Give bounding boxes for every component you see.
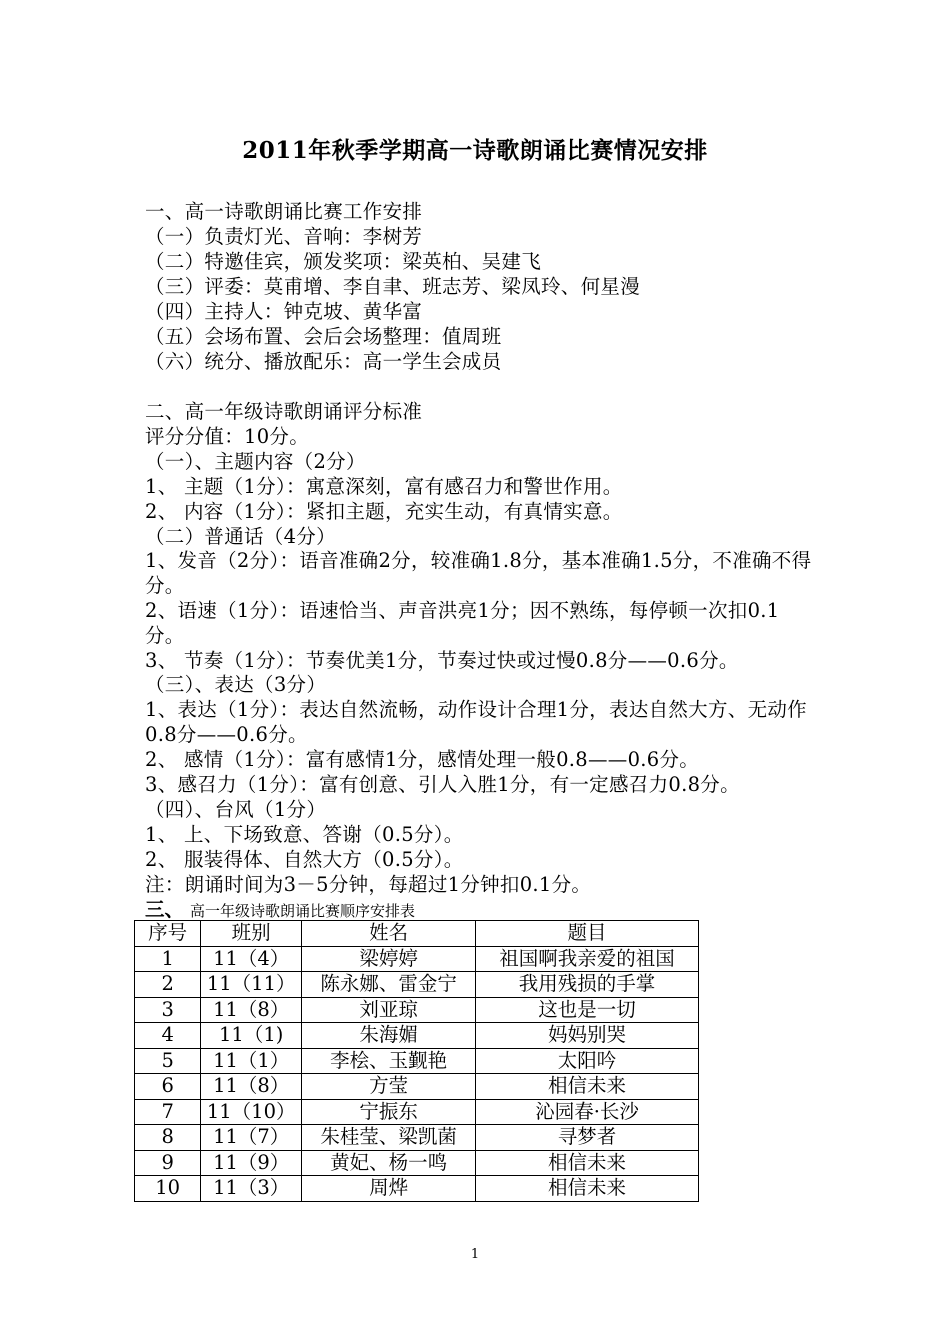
table-row [135, 1125, 699, 1151]
section2-heading: 二、高一年级诗歌朗诵评分标准 [145, 400, 423, 423]
cell-poem-title: 相信未来 [476, 1150, 699, 1176]
cell-name: 朱海媚 [302, 1023, 476, 1049]
criterion-group: （三）、表达（3分） [145, 673, 327, 696]
cell-number: 8 [135, 1125, 201, 1151]
cell-class: 11（8） [201, 1074, 302, 1100]
cell-poem-title: 妈妈别哭 [476, 1023, 699, 1049]
table-row [135, 972, 699, 998]
section1-item: （一）负责灯光、音响：李树芳 [145, 225, 423, 248]
section1-item: （五）会场布置、会后会场整理：值周班 [145, 325, 502, 348]
cell-name: 周烨 [302, 1176, 476, 1202]
cell-poem-title: 相信未来 [476, 1074, 699, 1100]
cell-poem-title: 相信未来 [476, 1176, 699, 1202]
cell-class: 11（11） [201, 972, 302, 998]
table-header-row [135, 921, 699, 947]
cell-class: 11（3） [201, 1176, 302, 1202]
section1-item: （六）统分、播放配乐：高一学生会成员 [145, 350, 502, 373]
criterion-group: （二）普通话（4分） [145, 525, 336, 548]
criterion-item: 1、表达（1分）：表达自然流畅，动作设计合理1分，表达自然大方、无动作0.8分——0.6分。 [145, 698, 807, 746]
cell-poem-title: 沁园春·长沙 [476, 1099, 699, 1125]
cell-class: 11（7） [201, 1125, 302, 1151]
table-row [135, 1099, 699, 1125]
cell-name: 李桧、玉觐艳 [302, 1048, 476, 1074]
cell-name: 朱桂莹、梁凯菌 [302, 1125, 476, 1151]
document-title: 2011年秋季学期高一诗歌朗诵比赛情况安排 [242, 137, 708, 164]
cell-number: 10 [135, 1176, 201, 1202]
cell-poem-title: 我用残损的手掌 [476, 972, 699, 998]
timing-note: 注：朗诵时间为3－5分钟，每超过1分钟扣0.1分。 [145, 873, 592, 896]
section1-heading: 一、高一诗歌朗诵比赛工作安排 [145, 200, 423, 223]
table-row [135, 1176, 699, 1202]
section1-item: （三）评委：莫甫增、李自聿、班志芳、梁凤玲、何星漫 [145, 275, 641, 298]
cell-name: 梁婷婷 [302, 946, 476, 972]
header-poem-title: 题目 [476, 921, 699, 947]
cell-name: 宁振东 [302, 1099, 476, 1125]
order-table [134, 920, 699, 1202]
section3-number: 三、 [145, 898, 185, 921]
cell-poem-title: 太阳吟 [476, 1048, 699, 1074]
criterion-item: 2、语速（1分）：语速恰当、声音洪亮1分；因不熟练，每停顿一次扣0.1分。 [145, 599, 780, 647]
criterion-item: 1、 上、下场致意、答谢（0.5分）。 [145, 823, 464, 846]
criterion-item: 3、感召力（1分）：富有创意、引人入胜1分，有一定感召力0.8分。 [145, 773, 740, 796]
criterion-item: 1、发音（2分）：语音准确2分，较准确1.8分，基本准确1.5分，不准确不得分。 [145, 549, 812, 597]
header-class: 班别 [201, 921, 302, 947]
cell-class: 11（4） [201, 946, 302, 972]
criterion-item: 2、 感情（1分）：富有感情1分，感情处理一般0.8——0.6分。 [145, 748, 700, 771]
cell-class: 11（10） [201, 1099, 302, 1125]
cell-name: 方莹 [302, 1074, 476, 1100]
cell-number: 4 [135, 1023, 201, 1049]
cell-number: 7 [135, 1099, 201, 1125]
cell-poem-title: 寻梦者 [476, 1125, 699, 1151]
cell-class: 11（1) [201, 1023, 302, 1049]
cell-class: 11（9） [201, 1150, 302, 1176]
table-row [135, 997, 699, 1023]
criterion-item: 2、 服装得体、自然大方（0.5分）。 [145, 848, 464, 871]
table-row [135, 946, 699, 972]
cell-name: 黄妃、杨一鸣 [302, 1150, 476, 1176]
score-total: 评分分值：10分。 [145, 425, 310, 448]
criterion-group: （四）、台风（1分） [145, 798, 327, 821]
cell-poem-title: 这也是一切 [476, 997, 699, 1023]
section1-item: （四）主持人：钟克坡、黄华富 [145, 300, 423, 323]
page-number: 1 [470, 1247, 480, 1262]
table-row [135, 1048, 699, 1074]
table-row [135, 1150, 699, 1176]
table-row [135, 1074, 699, 1100]
criterion-item: 2、 内容（1分）：紧扣主题，充实生动，有真情实意。 [145, 500, 623, 523]
cell-number: 9 [135, 1150, 201, 1176]
table-caption: 高一年级诗歌朗诵比赛顺序安排表 [190, 902, 416, 920]
criterion-item: 1、 主题（1分）：寓意深刻，富有感召力和警世作用。 [145, 475, 623, 498]
criterion-group: （一）、主题内容（2分） [145, 450, 366, 473]
cell-name: 刘亚琼 [302, 997, 476, 1023]
cell-poem-title: 祖国啊我亲爱的祖国 [476, 946, 699, 972]
cell-number: 5 [135, 1048, 201, 1074]
cell-number: 3 [135, 997, 201, 1023]
section1-item: （二）特邀佳宾，颁发奖项：梁英柏、吴建飞 [145, 250, 542, 273]
table-row [135, 1023, 699, 1049]
cell-number: 6 [135, 1074, 201, 1100]
criterion-item: 3、 节奏（1分）：节奏优美1分，节奏过快或过慢0.8分——0.6分。 [145, 649, 739, 672]
cell-name: 陈永娜、雷金宁 [302, 972, 476, 998]
cell-class: 11（1） [201, 1048, 302, 1074]
cell-number: 2 [135, 972, 201, 998]
header-number: 序号 [135, 921, 201, 947]
header-name: 姓名 [302, 921, 476, 947]
cell-number: 1 [135, 946, 201, 972]
cell-class: 11（8） [201, 997, 302, 1023]
